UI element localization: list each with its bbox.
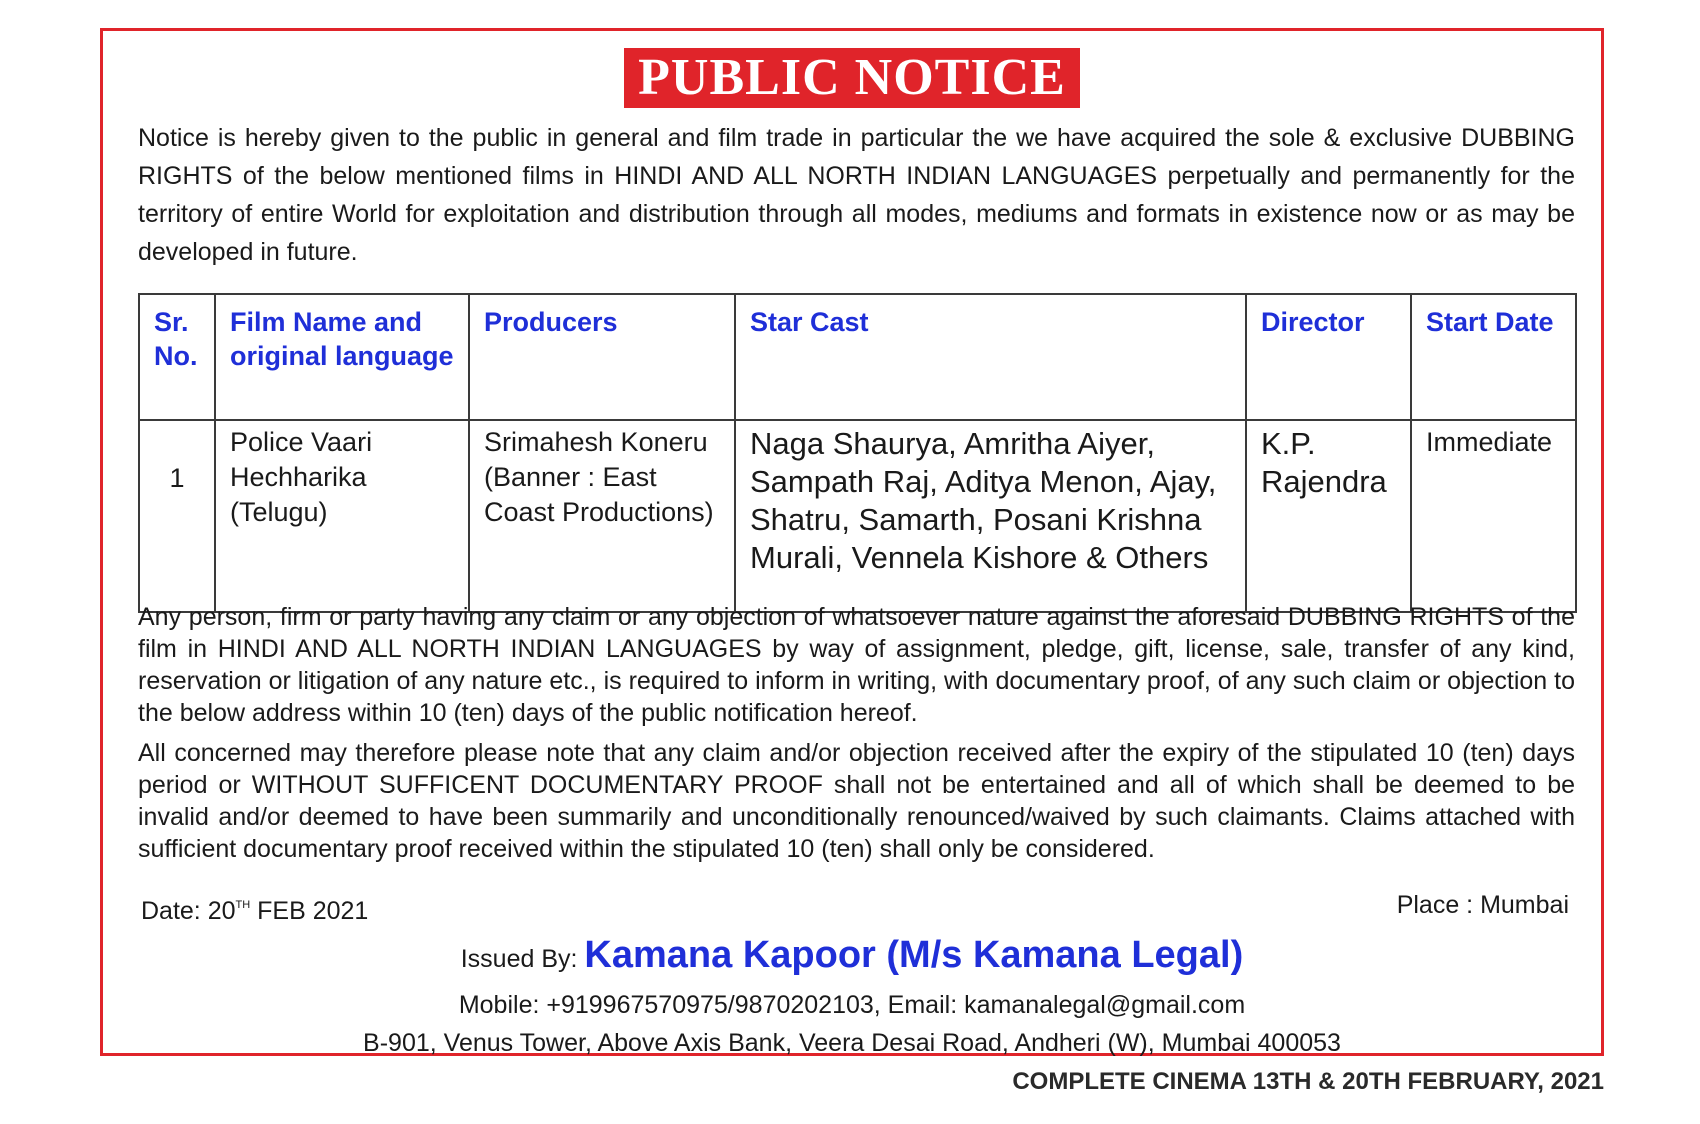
header-start: Start Date — [1411, 294, 1576, 420]
cell-srno: 1 — [139, 420, 215, 612]
contact-line: Mobile: +919967570975/9870202103, Email: kamanalegal@gmail.com — [458, 991, 1246, 1019]
concerned-paragraph: All concerned may therefore please note that any claim and/or objection received after the expiry of the stipulated 10 (ten) days period or WITHOUT SUFFICENT DOCUMENTARY PROOF shall not be entertained and all of which shall be deemed to be invalid and/or deemed to have been summarily and unconditionally renounced/waived by such claimants. Claims attached with sufficient documentary proof received within the stipulated 10 (ten) shall only be considered. — [138, 739, 1575, 863]
publication-footer: COMPLETE CINEMA 13TH & 20TH FEBRUARY, 2021 — [1012, 1068, 1604, 1095]
date-prefix: Date: 20 — [141, 897, 236, 925]
header-cast: Star Cast — [735, 294, 1246, 420]
address-line: B-901, Venus Tower, Above Axis Bank, Veera Desai Road, Andheri (W), Mumbai 400053 — [363, 1029, 1341, 1057]
issued-by — [103, 931, 1601, 983]
cell-film: Police Vaari Hechharika (Telugu) — [215, 420, 469, 612]
date-superscript: TH — [235, 899, 251, 911]
intro-paragraph: Notice is hereby given to the public in general and film trade in particular the we have acquired the sole & exclusive DUBBING RIGHTS of the below mentioned films in HINDI AND ALL NORTH INDIAN LANGUAGES perpetually and permanently for the territory of entire World for exploitation and distribution through all modes, mediums and formats in existence now or as may be developed in future. — [138, 124, 1575, 266]
cell-producers: Srimahesh Koneru (Banner : East Coast Productions) — [469, 420, 735, 612]
cell-director: K.P. Rajendra — [1246, 420, 1411, 612]
notice-frame — [100, 28, 1604, 1056]
date-suffix: FEB 2021 — [250, 897, 369, 925]
table-row — [139, 420, 1576, 612]
claims-paragraph: Any person, firm or party having any claim or any objection of whatsoever nature against the aforesaid DUBBING RIGHTS of the film in HINDI AND ALL NORTH INDIAN LANGUAGES by way of assignment, pledge, gift, license, sale, transfer of any kind, reservation or litigation of any nature etc., is required to inform in writing, with documentary proof, of any such claim or objection to the below address within 10 (ten) days of the public notification hereof. — [138, 603, 1575, 727]
cell-start: Immediate — [1411, 420, 1576, 612]
notice-date — [141, 888, 368, 928]
title-wrap — [103, 48, 1601, 108]
issued-by-label: Issued By: — [460, 945, 578, 973]
header-director: Director — [1246, 294, 1411, 420]
notice-title: PUBLIC NOTICE — [624, 48, 1080, 108]
films-table — [138, 293, 1577, 613]
header-producers: Producers — [469, 294, 735, 420]
notice-place: Place : Mumbai — [1396, 891, 1569, 919]
header-film: Film Name and original language — [215, 294, 469, 420]
issuer-name: Kamana Kapoor (M/s Kamana Legal) — [584, 934, 1244, 976]
table-header-row — [139, 294, 1576, 420]
cell-cast: Naga Shaurya, Amritha Aiyer, Sampath Raj, Aditya Menon, Ajay, Shatru, Samarth, Posani Krishna Murali, Vennela Kishore & Others — [735, 420, 1246, 612]
header-srno: Sr. No. — [139, 294, 215, 420]
